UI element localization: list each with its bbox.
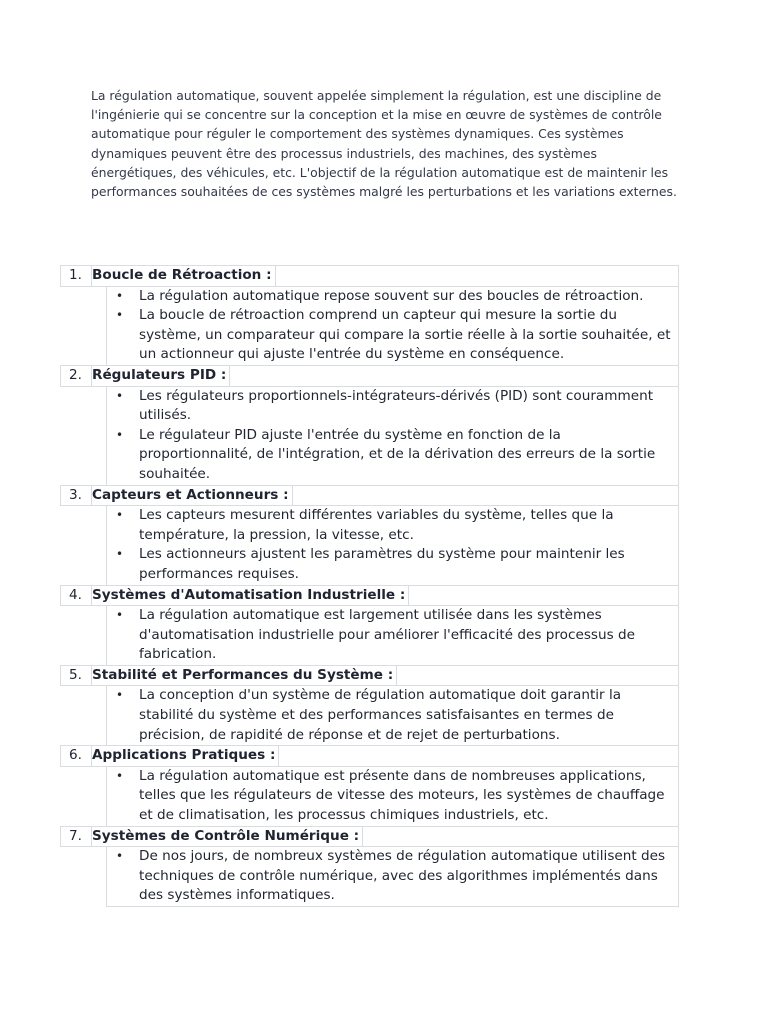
spacer-cell bbox=[92, 506, 107, 585]
section-number: 4. bbox=[61, 585, 92, 606]
bullet-item: • La boucle de rétroaction comprend un capteur qui mesure la sortie du système, un comparateur qui compare la sortie réelle à la sortie souhaitée, et un actionneur qui ajuste l'entrée du système en conséquence. bbox=[139, 306, 678, 365]
spacer-cell bbox=[61, 606, 92, 666]
bullet-list bbox=[107, 686, 678, 745]
bullet-list bbox=[107, 606, 678, 665]
spacer-cell bbox=[92, 606, 107, 666]
section-title: Régulateurs PID : bbox=[92, 366, 230, 386]
section-title-cell bbox=[92, 365, 679, 386]
section-bullets-row bbox=[61, 686, 679, 746]
section-bullets-row bbox=[61, 286, 679, 365]
section-title-cell bbox=[92, 266, 679, 287]
spacer-cell bbox=[92, 686, 107, 746]
bullet-list bbox=[107, 847, 678, 906]
section-heading-row bbox=[61, 826, 679, 847]
bullet-item: • Les régulateurs proportionnels-intégrateurs-dérivés (PID) sont couramment utilisés. bbox=[139, 387, 678, 426]
bullet-item: • La conception d'un système de régulation automatique doit garantir la stabilité du système et des performances satisfaisantes en termes de précision, de rapidité de réponse et de rejet de perturbations. bbox=[139, 686, 678, 745]
bullet-list bbox=[107, 767, 678, 826]
section-number: 3. bbox=[61, 485, 92, 506]
spacer-cell bbox=[92, 286, 107, 365]
bullet-item: • La régulation automatique est présente dans de nombreuses applications, telles que les régulateurs de vitesse des moteurs, les systèmes de chauffage et de climatisation, les processus chimiques industriels, etc. bbox=[139, 767, 678, 826]
spacer-cell bbox=[92, 766, 107, 826]
section-title-cell bbox=[92, 585, 679, 606]
spacer-cell bbox=[61, 686, 92, 746]
section-heading-row bbox=[61, 746, 679, 767]
section-title-cell bbox=[92, 485, 679, 506]
section-title: Systèmes d'Automatisation Industrielle : bbox=[92, 586, 409, 606]
section-number: 6. bbox=[61, 746, 92, 767]
section-title-cell bbox=[92, 826, 679, 847]
section-bullets-row bbox=[61, 506, 679, 585]
section-heading-row bbox=[61, 365, 679, 386]
section-title-cell bbox=[92, 746, 679, 767]
section-number: 7. bbox=[61, 826, 92, 847]
section-title-cell bbox=[92, 665, 679, 686]
bullet-item: • De nos jours, de nombreux systèmes de régulation automatique utilisent des techniques de contrôle numérique, avec des algorithmes implémentés dans des systèmes informatiques. bbox=[139, 847, 678, 906]
section-number: 5. bbox=[61, 665, 92, 686]
intro-paragraph: La régulation automatique, souvent appelée simplement la régulation, est une discipline de l'ingénierie qui se concentre sur la conception et la mise en œuvre de systèmes de contrôle automatique pour réguler le comportement des systèmes dynamiques. Ces systèmes dynamiques peuvent être des processus industriels, des machines, des systèmes énergétiques, des véhicules, etc. L'objectif de la régulation automatique est de maintenir les performances souhaitées de ces systèmes malgré les perturbations et les variations externes. bbox=[91, 88, 677, 200]
spacer-cell bbox=[61, 286, 92, 365]
bullet-list bbox=[107, 506, 678, 584]
section-title: Applications Pratiques : bbox=[92, 746, 279, 766]
section-bullets-row bbox=[61, 386, 679, 485]
section-title: Boucle de Rétroaction : bbox=[92, 266, 276, 286]
section-bullets-cell bbox=[107, 506, 679, 585]
section-bullets-row bbox=[61, 847, 679, 907]
section-number: 1. bbox=[61, 266, 92, 287]
spacer-cell bbox=[92, 847, 107, 907]
section-heading-row bbox=[61, 266, 679, 287]
section-bullets-cell bbox=[107, 766, 679, 826]
section-bullets-row bbox=[61, 766, 679, 826]
spacer-cell bbox=[61, 847, 92, 907]
bullet-list bbox=[107, 287, 678, 365]
spacer-cell bbox=[61, 766, 92, 826]
bullet-item: • Les capteurs mesurent différentes variables du système, telles que la température, la pression, la vitesse, etc. bbox=[139, 506, 678, 545]
section-heading-row bbox=[61, 485, 679, 506]
section-bullets-cell bbox=[107, 606, 679, 666]
section-bullets-row bbox=[61, 606, 679, 666]
section-number: 2. bbox=[61, 365, 92, 386]
bullet-item: • La régulation automatique repose souvent sur des boucles de rétroaction. bbox=[139, 287, 678, 307]
outline-body bbox=[61, 266, 679, 907]
section-bullets-cell bbox=[107, 286, 679, 365]
spacer-cell bbox=[61, 386, 92, 485]
section-title: Systèmes de Contrôle Numérique : bbox=[92, 827, 363, 847]
section-bullets-cell bbox=[107, 847, 679, 907]
section-title: Stabilité et Performances du Système : bbox=[92, 666, 397, 686]
outline-table bbox=[60, 265, 679, 907]
bullet-item: • Le régulateur PID ajuste l'entrée du système en fonction de la proportionnalité, de l'intégration, et de la dérivation des erreurs de la sortie souhaitée. bbox=[139, 426, 678, 485]
section-bullets-cell bbox=[107, 386, 679, 485]
spacer-cell bbox=[61, 506, 92, 585]
bullet-item: • La régulation automatique est largement utilisée dans les systèmes d'automatisation industrielle pour améliorer l'efficacité des processus de fabrication. bbox=[139, 606, 678, 665]
section-title: Capteurs et Actionneurs : bbox=[92, 486, 293, 506]
bullet-list bbox=[107, 387, 678, 485]
section-heading-row bbox=[61, 585, 679, 606]
section-heading-row bbox=[61, 665, 679, 686]
bullet-item: • Les actionneurs ajustent les paramètres du système pour maintenir les performances requises. bbox=[139, 545, 678, 584]
spacer-cell bbox=[92, 386, 107, 485]
section-bullets-cell bbox=[107, 686, 679, 746]
